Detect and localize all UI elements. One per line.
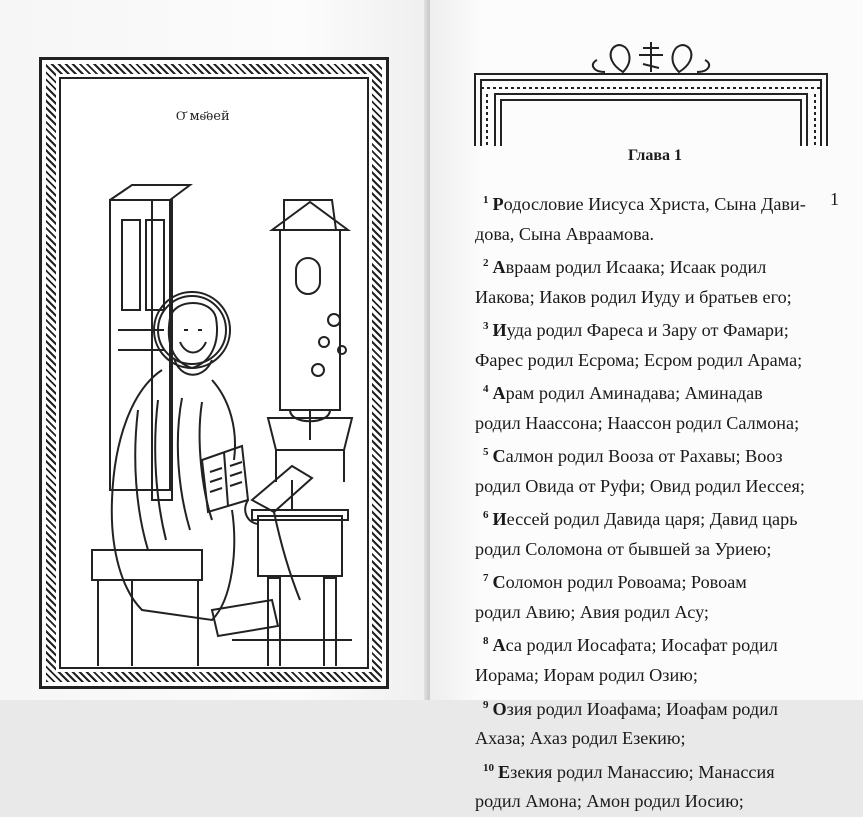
verse-number: 9 bbox=[483, 698, 489, 711]
verse-6-line-1 bbox=[475, 501, 818, 535]
verse-9-line-2 bbox=[475, 724, 818, 754]
icon-illustration-frame bbox=[39, 57, 389, 689]
left-page bbox=[0, 0, 428, 700]
verse-text: Иорама; Иорам родил Озию; bbox=[475, 665, 698, 685]
verse-8-line-2 bbox=[475, 661, 818, 691]
header-ornament bbox=[473, 38, 829, 148]
verse-initial: А bbox=[492, 383, 506, 404]
verse-text: алмон родил Вооза от Рахавы; Вооз bbox=[505, 446, 783, 467]
verse-7-line-1 bbox=[475, 564, 818, 598]
verse-3-line-2 bbox=[475, 346, 818, 376]
verse-5-line-2 bbox=[475, 472, 818, 502]
verse-number: 6 bbox=[483, 509, 489, 522]
verse-text: рам родил Аминадава; Аминадав bbox=[505, 383, 763, 404]
verse-initial: И bbox=[492, 509, 507, 530]
verse-initial: Р bbox=[492, 194, 504, 215]
verse-4-line-1 bbox=[475, 375, 818, 409]
verse-text: Иакова; Иаков родил Иуду и братьев его; bbox=[475, 286, 792, 307]
verse-number: 8 bbox=[483, 635, 489, 648]
verse-6-line-2 bbox=[475, 535, 818, 565]
verse-5-line-1 bbox=[475, 438, 818, 472]
verse-text: враам родил Исаака; Исаак родил bbox=[505, 257, 767, 278]
verse-text: ессей родил Давида царя; Давид царь bbox=[506, 509, 798, 530]
verse-number: 2 bbox=[483, 257, 489, 270]
verse-initial: С bbox=[492, 446, 506, 467]
verse-initial: С bbox=[492, 572, 506, 593]
verse-text: оломон родил Ровоама; Ровоам bbox=[505, 572, 747, 593]
verse-1-line-2 bbox=[475, 220, 818, 250]
verse-initial: А bbox=[492, 257, 506, 278]
chapter-title: Глава 1 bbox=[628, 147, 682, 164]
verse-2-line-2 bbox=[475, 283, 818, 313]
verse-text: родил Наассона; Наассон родил Салмона; bbox=[475, 412, 800, 433]
verse-text: родил Авию; Авия родил Асу; bbox=[475, 601, 709, 622]
margin-chapter-number: 1 bbox=[830, 189, 839, 209]
verse-10-line-1 bbox=[475, 754, 818, 788]
verse-text: родил Амона; Амон родил Иосию; bbox=[475, 791, 744, 812]
verse-text: родил Соломона от бывшей за Уриею; bbox=[475, 538, 772, 559]
verse-text: уда родил Фареса и Зару от Фамари; bbox=[506, 320, 789, 341]
verse-8-line-1 bbox=[475, 627, 818, 661]
verse-number: 1 bbox=[483, 194, 489, 206]
evangelist-matthew-illustration bbox=[62, 80, 366, 666]
verse-1-line-1 bbox=[475, 186, 818, 220]
verse-9-line-1 bbox=[475, 691, 818, 725]
verse-initial: А bbox=[492, 635, 506, 656]
verse-text: Фарес родил Есрома; Есром родил Арама; bbox=[475, 349, 803, 370]
verse-text: дова, Сына Авраамова. bbox=[475, 223, 655, 244]
verse-text: са родил Иосафата; Иосафат родил bbox=[505, 635, 778, 656]
verse-initial: И bbox=[492, 320, 507, 341]
verse-text-block bbox=[475, 186, 818, 817]
verse-text: Ахаза; Ахаз родил Езекию; bbox=[475, 728, 686, 749]
icon-inscription: О҃ мѳ҃ѳей bbox=[176, 109, 230, 124]
verse-3-line-1 bbox=[475, 312, 818, 346]
verse-number: 4 bbox=[483, 383, 489, 396]
verse-initial: Е bbox=[498, 761, 511, 782]
verse-initial: О bbox=[492, 698, 507, 719]
verse-number: 5 bbox=[483, 446, 489, 459]
verse-text: зекия родил Манассию; Манассия bbox=[510, 761, 775, 782]
verse-text: родил Овида от Руфи; Овид родил Иессея; bbox=[475, 475, 805, 496]
verse-text: зия родил Иоафама; Иоафам родил bbox=[506, 698, 778, 719]
verse-text: одословие Иисуса Христа, Сына Дави- bbox=[503, 194, 806, 215]
verse-number: 10 bbox=[483, 761, 494, 774]
verse-4-line-2 bbox=[475, 409, 818, 439]
verse-10-line-2 bbox=[475, 787, 818, 817]
verse-7-line-2 bbox=[475, 598, 818, 628]
verse-2-line-1 bbox=[475, 249, 818, 283]
verse-number: 7 bbox=[483, 572, 489, 585]
verse-number: 3 bbox=[483, 320, 489, 333]
